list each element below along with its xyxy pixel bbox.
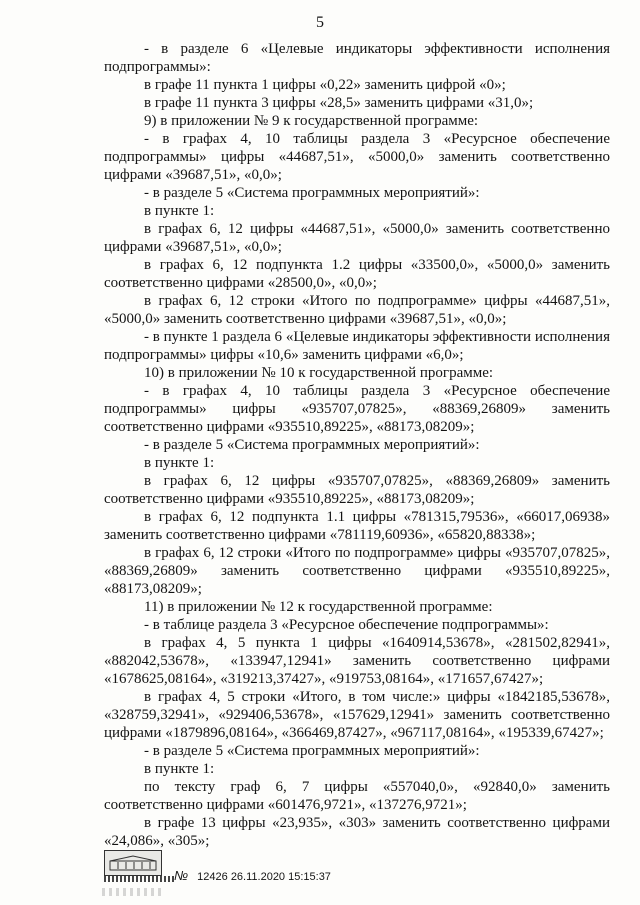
paragraph: в графах 6, 12 строки «Итого по подпрограмме» цифры «44687,51», «5000,0» заменить соответственно цифрами «39687,51», «0,0»; (104, 293, 610, 327)
paragraph: в графах 6, 12 подпункта 1.2 цифры «33500,0», «5000,0» заменить соответственно цифрами «28500,0», «0,0»; (104, 257, 610, 291)
barcode-icon (104, 876, 174, 882)
document-registration (174, 868, 331, 883)
paragraph: в графе 11 пункта 3 цифры «28,5» заменить цифрами «31,0»; (144, 95, 534, 111)
paragraph: - в таблице раздела 3 «Ресурсное обеспечение подпрограммы»: (144, 617, 549, 633)
document-number: 12426 (197, 871, 228, 883)
document-body (104, 40, 610, 850)
paragraph: - в пункте 1 раздела 6 «Целевые индикаторы эффективности исполнения подпрограммы» цифры «10,6» заменить цифрами «6,0»; (104, 329, 610, 363)
paragraph: - в графах 4, 10 таблицы раздела 3 «Ресурсное обеспечение подпрограммы» цифры «44687,51», «5000,0» заменить соответственно цифрами «39687,51», «0,0»; (104, 131, 610, 183)
paragraph: в графах 4, 5 строки «Итого, в том числе:» цифры «1842185,53678», «328759,32941», «929406,53678», «157629,12941» заменить соответственно цифрами «1879896,08164», «366469,87427», «967117,08164», «195339,67427»; (104, 689, 610, 741)
paragraph: в графах 4, 5 пункта 1 цифры «1640914,53678», «281502,82941», «882042,53678», «133947,12941» заменить соответственно цифрами «1678625,08164», «319213,37427», «919753,08164», «171657,67427»; (104, 635, 610, 687)
paragraph: - в графах 4, 10 таблицы раздела 3 «Ресурсное обеспечение подпрограммы» цифры «935707,07825», «88369,26809» заменить соответственно цифрами «935510,89225», «88173,08209»; (104, 383, 610, 435)
paragraph: в графе 11 пункта 1 цифры «0,22» заменить цифрой «0»; (144, 77, 506, 93)
paragraph: - в разделе 5 «Система программных мероприятий»: (144, 437, 480, 453)
paragraph: - в разделе 5 «Система программных мероприятий»: (144, 185, 480, 201)
paragraph: в графах 6, 12 строки «Итого по подпрограмме» цифры «935707,07825», «88369,26809» заменить соответственно цифрами «935510,89225», «88173,08209»; (104, 545, 610, 597)
document-datetime: 26.11.2020 15:15:37 (230, 871, 331, 883)
paragraph: в пункте 1: (144, 455, 215, 471)
paragraph: по тексту граф 6, 7 цифры «557040,0», «92840,0» заменить соответственно цифрами «601476,9721», «137276,9721»; (104, 779, 610, 813)
paragraph: в графах 6, 12 цифры «935707,07825», «88369,26809» заменить соответственно цифрами «935510,89225», «88173,08209»; (104, 473, 610, 507)
paragraph: в графе 13 цифры «23,935», «303» заменить соответственно цифрами «24,086», «305»; (104, 815, 610, 849)
paragraph: в графах 6, 12 цифры «44687,51», «5000,0» заменить соответственно цифрами «39687,51», «0,0»; (104, 221, 610, 255)
paragraph: 11) в приложении № 12 к государственной программе: (144, 599, 493, 615)
number-sign: № (174, 868, 189, 883)
scan-noise (102, 888, 162, 896)
paragraph: в пункте 1: (144, 761, 215, 777)
paragraph: в графах 6, 12 подпункта 1.1 цифры «781315,79536», «66017,06938» заменить соответственно цифрами «781119,60936», «65820,88338»; (104, 509, 610, 543)
page-number: 5 (316, 14, 324, 31)
paragraph: 9) в приложении № 9 к государственной программе: (144, 113, 479, 129)
building-icon (108, 855, 158, 871)
paragraph: 10) в приложении № 10 к государственной программе: (144, 365, 494, 381)
paragraph: - в разделе 5 «Система программных мероприятий»: (144, 743, 480, 759)
registry-stamp-icon (104, 850, 162, 876)
document-footer (104, 846, 624, 896)
paragraph: в пункте 1: (144, 203, 215, 219)
paragraph: - в разделе 6 «Целевые индикаторы эффективности исполнения подпрограммы»: (104, 41, 610, 75)
